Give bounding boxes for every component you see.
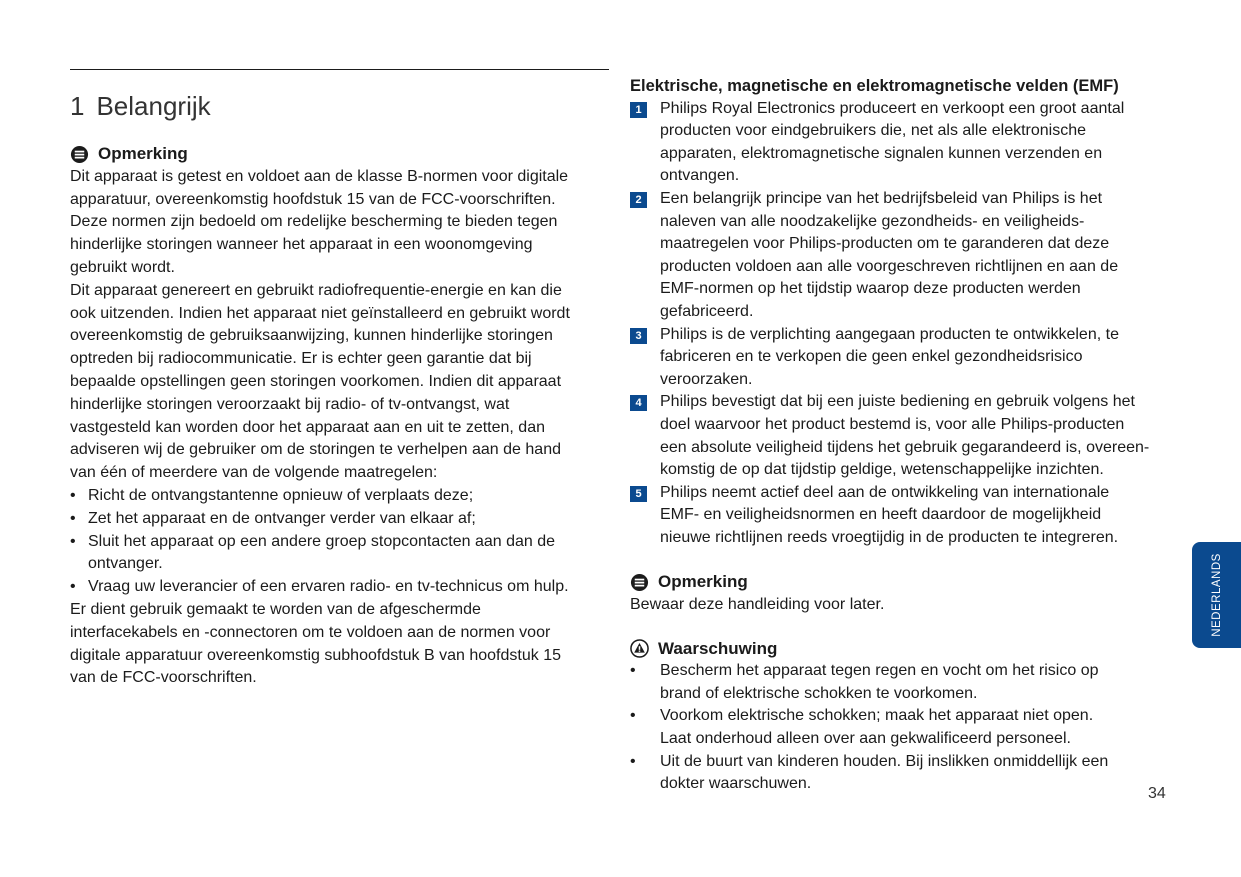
list-item <box>630 660 1175 705</box>
text-line: Deze normen zijn bedoeld om redelijke bescherming te bieden tegen <box>70 213 558 231</box>
list-item <box>70 485 615 508</box>
text-line: EMF-normen op het tijdstip waarop deze producten werden <box>660 280 1081 298</box>
spacer <box>630 549 1175 571</box>
list-item <box>630 705 1175 750</box>
page-number: 34 <box>1148 785 1166 802</box>
text-line: hinderlijke storingen wanneer het apparaat in een woonomgeving <box>70 236 533 254</box>
item-number-badge: 1 <box>630 102 647 118</box>
emf-list <box>630 98 1175 550</box>
text-line: producten voldoen aan alle voorgeschreven richtlijnen en aan de <box>660 257 1119 275</box>
item-number-badge: 4 <box>630 395 647 411</box>
text-line: fabriceren en te verkopen die geen enkel gezondheidsrisico <box>660 348 1083 366</box>
text-line: Philips is de verplichting aangegaan producten te ontwikkelen, te <box>660 325 1119 343</box>
text-line: vastgesteld kan worden door het apparaat aan en uit te zetten, dan <box>70 418 545 436</box>
text-line: doel waarvoor het product bestemd is, voor alle Philips-producten <box>660 415 1125 433</box>
warning-heading <box>630 638 1175 661</box>
fcc-paragraph-1 <box>70 166 615 280</box>
bullet: • <box>630 707 636 725</box>
bullet: • <box>630 662 636 680</box>
text-line: EMF- en veiligheidsnormen en heeft daardoor de mogelijkheid <box>660 506 1102 524</box>
text-line: Richt de ontvangstantenne opnieuw of verplaats deze; <box>88 486 474 504</box>
text-line: een absolute veiligheid tijdens het gebruik gegarandeerd is, overeen- <box>660 438 1150 456</box>
left-column <box>70 143 615 690</box>
text-line: nieuwe richtlijnen reeds vroegtijdig in de producten te integreren. <box>660 528 1119 546</box>
note-icon <box>70 145 89 164</box>
text-line: Philips bevestigt dat bij een juiste bediening en gebruik volgens het <box>660 393 1135 411</box>
item-number-badge: 2 <box>630 192 647 208</box>
bullet: • <box>70 509 76 527</box>
text-line: ook uitzenden. Indien het apparaat niet geïnstalleerd en gebruikt wordt <box>70 304 570 322</box>
section-number: 1 <box>70 91 85 121</box>
note-title: Opmerking <box>658 572 748 592</box>
language-tab-label: NEDERLANDS <box>1210 553 1223 637</box>
emf-item <box>630 98 1175 188</box>
text-line: Bescherm het apparaat tegen regen en vocht om het risico op <box>660 662 1099 680</box>
note-icon <box>630 573 649 592</box>
text-line: ontvangen. <box>660 167 740 185</box>
bullet: • <box>630 752 636 770</box>
bullet: • <box>70 578 76 596</box>
list-item <box>630 751 1175 796</box>
emf-item <box>630 391 1175 481</box>
text-line: van één of meerdere van de volgende maatregelen: <box>70 464 438 482</box>
text-line: veroorzaken. <box>660 370 753 388</box>
text-line: producten voor eindgebruikers die, net als alle elektronische <box>660 122 1087 140</box>
text-line: gefabriceerd. <box>660 302 754 320</box>
language-tab[interactable] <box>1192 542 1241 648</box>
text-line: Laat onderhoud alleen over aan gekwalificeerd personeel. <box>660 730 1071 748</box>
text-line: Zet het apparaat en de ontvanger verder van elkaar af; <box>88 509 476 527</box>
emf-item <box>630 188 1175 324</box>
note-title: Opmerking <box>98 144 188 163</box>
warning-list <box>630 660 1175 796</box>
text-line: bepaalde opstellingen geen storingen voorkomen. Indien dit apparaat <box>70 372 562 390</box>
emf-heading: Elektrische, magnetische en elektromagnetische velden (EMF) <box>630 77 1119 95</box>
emf-item <box>630 324 1175 392</box>
emf-item <box>630 482 1175 550</box>
text-line: Philips neemt actief deel aan de ontwikkeling van internationale <box>660 483 1110 501</box>
measures-list <box>70 485 615 599</box>
text-line: interfacekabels en -connectoren om te voldoen aan de normen voor <box>70 623 551 641</box>
bullet: • <box>70 532 76 550</box>
text-line: maatregelen voor Philips-producten om te garanderen dat deze <box>660 235 1110 253</box>
text-line: Er dient gebruik gemaakt te worden van de afgeschermde <box>70 600 481 618</box>
text-line: Voorkom elektrische schokken; maak het apparaat niet open. <box>660 707 1094 725</box>
text-line: digitale apparatuur overeenkomstig subhoofdstuk B van hoofdstuk 15 <box>70 646 561 664</box>
text-line: apparaten, elektromagnetische signalen kunnen verzenden en <box>660 144 1103 162</box>
item-number-badge: 5 <box>630 486 647 502</box>
note-text: Bewaar deze handleiding voor later. <box>630 596 885 614</box>
fcc-paragraph-2 <box>70 280 615 485</box>
text-line: apparatuur, overeenkomstig hoofdstuk 15 van de FCC-voorschriften. <box>70 190 556 208</box>
list-item <box>70 576 615 599</box>
note-heading <box>70 143 615 166</box>
text-line: overeenkomstig de gebruiksaanwijzing, kunnen hinderlijke storingen <box>70 327 553 345</box>
section-title-text: Belangrijk <box>96 91 211 121</box>
text-line: van de FCC-voorschriften. <box>70 669 257 687</box>
text-line: Sluit het apparaat op een andere groep stopcontacten aan dan de <box>88 532 556 550</box>
text-line: dokter waarschuwen. <box>660 775 812 793</box>
header-rule <box>70 69 609 70</box>
note-heading-2 <box>630 571 1175 594</box>
right-column <box>630 75 1175 796</box>
text-line: Vraag uw leverancier of een ervaren radio- en tv-technicus om hulp. <box>88 578 569 596</box>
text-line: brand of elektrische schokken te voorkomen. <box>660 684 978 702</box>
text-line: gebruikt wordt. <box>70 258 175 276</box>
text-line: naleven van alle noodzakelijke gezondheids- en veiligheids- <box>660 212 1085 230</box>
list-item <box>70 531 615 577</box>
text-line: Een belangrijk principe van het bedrijfsbeleid van Philips is het <box>660 189 1103 207</box>
text-line: Dit apparaat genereert en gebruikt radiofrequentie-energie en kan die <box>70 281 562 299</box>
text-line: Philips Royal Electronics produceert en verkoopt een groot aantal <box>660 99 1125 117</box>
text-line: Uit de buurt van kinderen houden. Bij inslikken onmiddellijk een <box>660 752 1109 770</box>
text-line: hinderlijke storingen veroorzaakt bij radio- of tv-ontvangst, wat <box>70 395 510 413</box>
spacer <box>630 617 1175 638</box>
section-title <box>70 88 211 124</box>
list-item <box>70 508 615 531</box>
text-line: optreden bij radiocommunicatie. Er is echter geen garantie dat bij <box>70 350 532 368</box>
warning-title: Waarschuwing <box>658 638 778 658</box>
text-line: Dit apparaat is getest en voldoet aan de klasse B-normen voor digitale <box>70 167 569 185</box>
bullet: • <box>70 486 76 504</box>
text-line: ontvanger. <box>88 555 163 573</box>
text-line: komstig de op dat tijdstip geldige, wetenschappelijke inzichten. <box>660 461 1104 479</box>
item-number-badge: 3 <box>630 328 647 344</box>
fcc-paragraph-3 <box>70 599 615 690</box>
warning-triangle-icon <box>630 639 649 658</box>
text-line: adviseren wij de gebruiker om de storingen te verhelpen aan de hand <box>70 441 561 459</box>
